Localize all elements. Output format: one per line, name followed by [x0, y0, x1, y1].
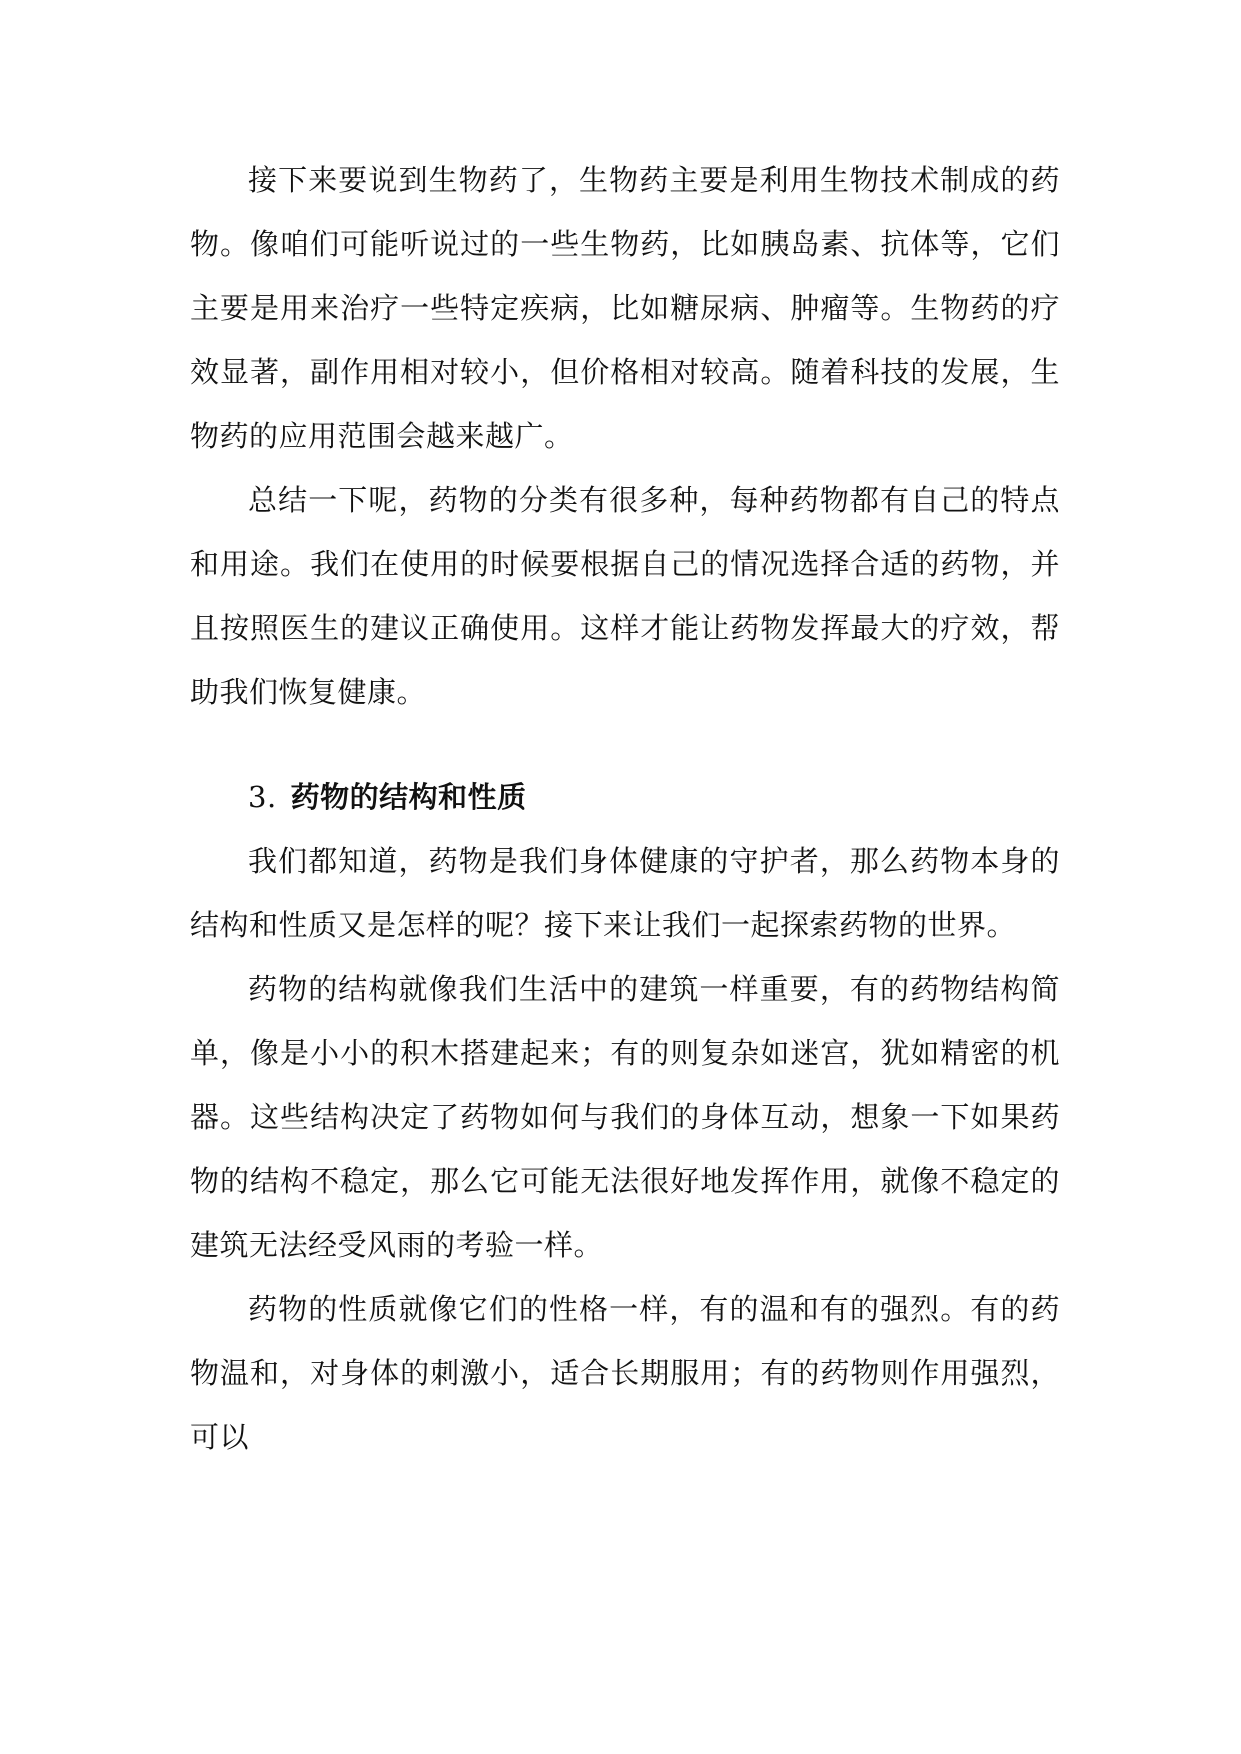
- section-number: 3.: [248, 780, 277, 814]
- section-heading: [190, 765, 1060, 829]
- paragraph-biological-drugs: 接下来要说到生物药了，生物药主要是利用生物技术制成的药物。像咱们可能听说过的一些生物药，比如胰岛素、抗体等，它们主要是用来治疗一些特定疾病，比如糖尿病、肿瘤等。生物药的疗效显著，副作用相对较小，但价格相对较高。随着科技的发展，生物药的应用范围会越来越广。: [190, 163, 1060, 453]
- section-title: 药物的结构和性质: [290, 780, 527, 814]
- paragraph-summary: 总结一下呢，药物的分类有很多种，每种药物都有自己的特点和用途。我们在使用的时候要根据自己的情况选择合适的药物，并且按照医生的建议正确使用。这样才能让药物发挥最大的疗效，帮助我们恢复健康。: [190, 483, 1060, 709]
- paragraph-structure: 药物的结构就像我们生活中的建筑一样重要，有的药物结构简单，像是小小的积木搭建起来；有的则复杂如迷宫，犹如精密的机器。这些结构决定了药物如何与我们的身体互动，想象一下如果药物的结构不稳定，那么它可能无法很好地发挥作用，就像不稳定的建筑无法经受风雨的考验一样。: [190, 972, 1060, 1262]
- document-body: [190, 148, 1060, 1469]
- paragraph-intro: 我们都知道，药物是我们身体健康的守护者，那么药物本身的结构和性质又是怎样的呢？接下来让我们一起探索药物的世界。: [190, 844, 1060, 942]
- paragraph-properties: 药物的性质就像它们的性格一样，有的温和有的强烈。有的药物温和，对身体的刺激小，适合长期服用；有的药物则作用强烈，可以: [190, 1292, 1060, 1454]
